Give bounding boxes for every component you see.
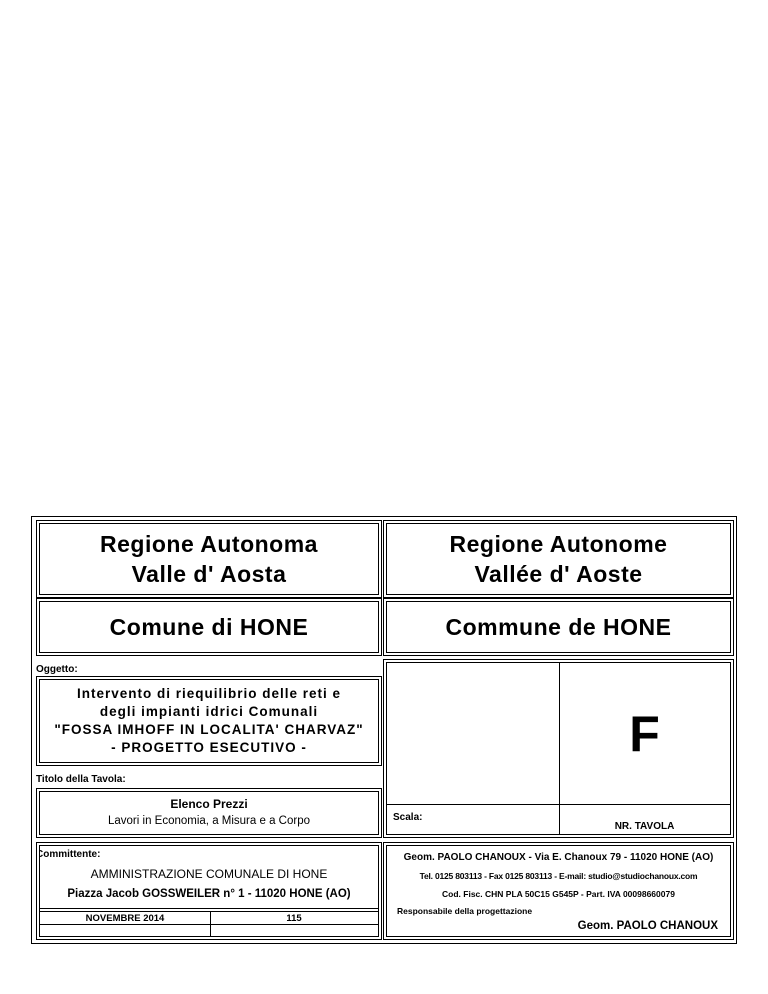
studio-line1: Geom. PAOLO CHANOUX - Via E. Chanoux 79 - 11020 HONE (AO): [403, 852, 714, 863]
tavola-panel: [386, 662, 731, 835]
comune-fr-box: [386, 601, 731, 653]
committente-label: Committente:: [36, 849, 101, 860]
region-fr-box: [386, 523, 731, 595]
oggetto-line1: Intervento di riequilibrio delle reti e: [76, 686, 342, 701]
region-it-line2: Valle d' Aosta: [131, 561, 287, 587]
responsabile-label: Responsabile della progettazione: [397, 906, 533, 916]
doc-number: 115: [286, 913, 302, 924]
committente-name: AMMINISTRAZIONE COMUNALE DI HONE: [90, 867, 328, 881]
oggetto-content: [39, 679, 379, 763]
oggetto-line2: degli impianti idrici Comunali: [99, 704, 319, 719]
scala-label: Scala:: [393, 812, 423, 823]
studio-line3: Cod. Fisc. CHN PLA 50C15 G545P - Part. IVA 00098660079: [442, 889, 675, 899]
tavola-letter: F: [629, 705, 660, 762]
date: NOVEMBRE 2014: [85, 913, 165, 924]
titolo-tavola-box: [39, 791, 379, 835]
studio-line2: Tel. 0125 803113 - Fax 0125 803113 - E-mail: studio@studiochanoux.com: [419, 871, 698, 881]
nr-tavola-label: NR. TAVOLA: [614, 821, 675, 832]
tavola-subtitle: Lavori in Economia, a Misura e a Corpo: [108, 815, 310, 827]
region-it-line1: Regione Autonoma: [100, 531, 318, 557]
tavola-title: Elenco Prezzi: [170, 797, 248, 811]
comune-fr: Commune de HONE: [445, 613, 672, 640]
region-fr-line1: Regione Autonome: [449, 531, 668, 557]
oggetto-label: Oggetto:: [36, 664, 78, 675]
region-fr-line2: Vallée d' Aoste: [474, 561, 643, 587]
responsabile-name: Geom. PAOLO CHANOUX: [577, 920, 718, 932]
oggetto-line3: "FOSSA IMHOFF IN LOCALITA' CHARVAZ": [54, 722, 364, 737]
oggetto-line4: - PROGETTO ESECUTIVO -: [111, 740, 307, 755]
titolo-tavola-label: Titolo della Tavola:: [36, 774, 126, 785]
comune-it: Comune di HONE: [109, 613, 309, 640]
title-block: [31, 516, 737, 944]
studio-box: [386, 845, 731, 937]
region-it-box: [39, 523, 379, 595]
comune-it-box: [39, 601, 379, 653]
committente-box: [39, 845, 379, 937]
committente-address: Piazza Jacob GOSSWEILER n° 1 - 11020 HONE (AO): [67, 888, 351, 900]
